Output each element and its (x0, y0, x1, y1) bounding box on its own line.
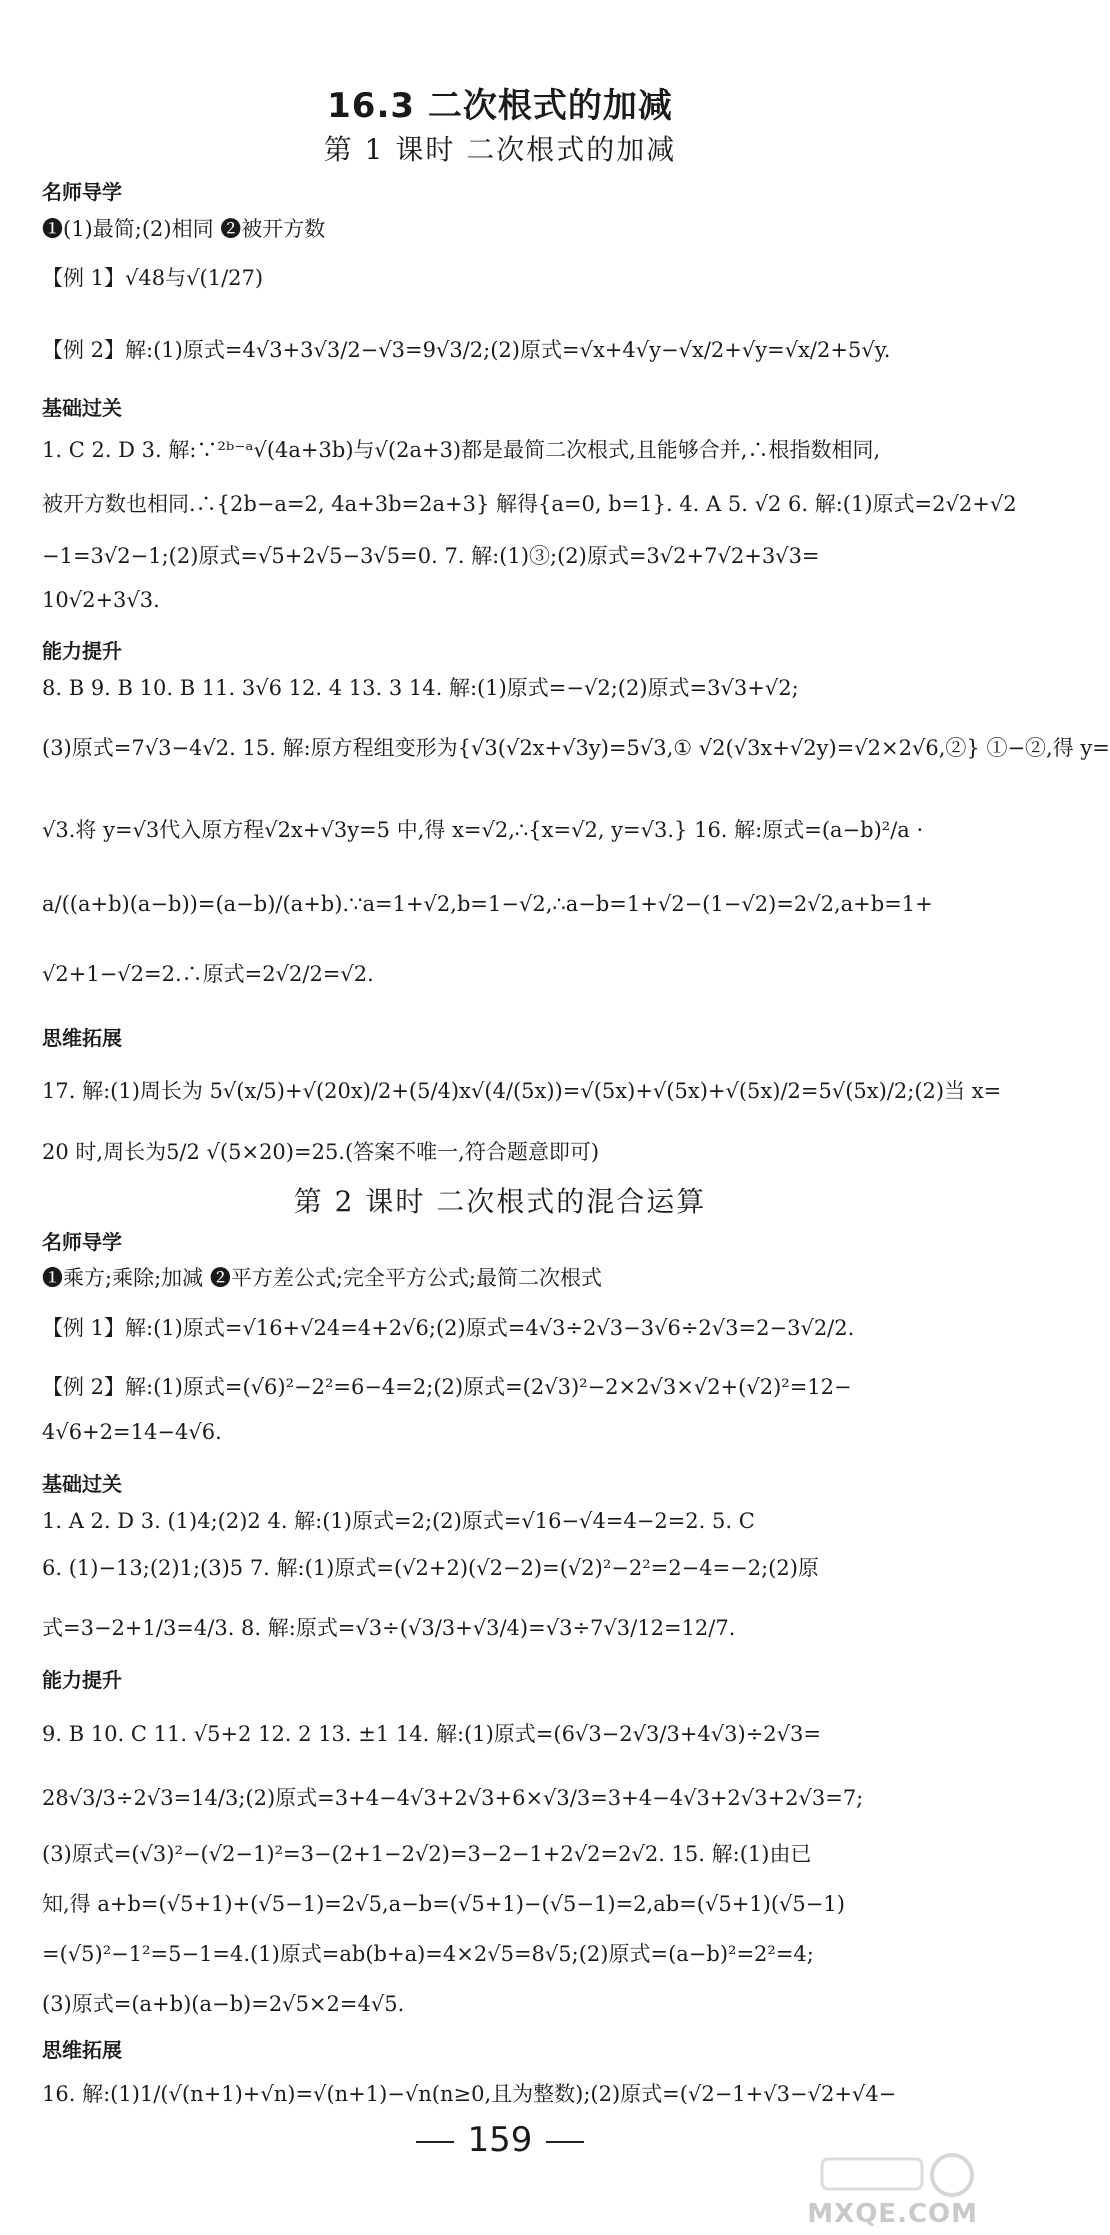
lesson1-guide-heading: 名师导学 (42, 180, 122, 204)
lesson1-line: 被开方数也相同.∴{2b−a=2, 4a+3b=2a+3} 解得{a=0, b=1}. 4. A 5. √2 6. 解:(1)原式=2√2+√2 (42, 492, 1017, 516)
lesson1-basic-heading: 基础过关 (42, 396, 122, 420)
lesson1-line: 17. 解:(1)周长为 5√(x/5)+√(20x)/2+(5/4)x√(4/(5x))=√(5x)+√(5x)+√(5x)/2=5√(5x)/2;(2)当 x= (42, 1079, 1002, 1103)
lesson1-subtitle: 第 1 课时 二次根式的加减 (323, 133, 677, 166)
lesson1-line: 20 时,周长为5/2 √(5×20)=25.(答案不唯一,符合题意即可) (42, 1140, 600, 1164)
lesson1-line: 8. B 9. B 10. B 11. 3√6 12. 4 13. 3 14. 解:(1)原式=−√2;(2)原式=3√3+√2; (42, 676, 799, 700)
lesson2-line: 知,得 a+b=(√5+1)+(√5−1)=2√5,a−b=(√5+1)−(√5−1)=2,ab=(√5+1)(√5−1) (42, 1892, 845, 1916)
lesson2-guide-heading: 名师导学 (42, 1230, 122, 1254)
chapter-title: 16.3 二次根式的加减 (327, 86, 673, 126)
lesson1-line: √2+1−√2=2.∴原式=2√2/2=√2. (42, 962, 374, 986)
lesson1-line: a/((a+b)(a−b))=(a−b)/(a+b).∵a=1+√2,b=1−√2,∴a−b=1+√2−(1−√2)=2√2,a+b=1+ (42, 892, 933, 916)
lesson2-improve-heading: 能力提升 (42, 1668, 122, 1692)
page-number-dash-right (546, 2141, 584, 2143)
lesson2-line: 4√6+2=14−4√6. (42, 1420, 222, 1444)
lesson1-line: 10√2+3√3. (42, 588, 160, 612)
lesson1-line: −1=3√2−1;(2)原式=√5+2√5−3√5=0. 7. 解:(1)③;(2)原式=3√2+7√2+3√3= (42, 544, 820, 568)
lesson1-improve-heading: 能力提升 (42, 639, 122, 663)
page-number-text: 159 (467, 2120, 533, 2160)
lesson1-line: (3)原式=7√3−4√2. 15. 解:原方程组变形为{√3(√2x+√3y)=5√3,① √2(√3x+√2y)=√2×2√6,②} ①−②,得 y= (42, 736, 1110, 760)
lesson2-line: 1. A 2. D 3. (1)4;(2)2 4. 解:(1)原式=2;(2)原式=√16−√4=4−2=2. 5. C (42, 1509, 755, 1533)
lesson2-line: 【例 2】解:(1)原式=(√6)²−2²=6−4=2;(2)原式=(2√3)²−2×2√3×√2+(√2)²=12− (42, 1375, 852, 1399)
lesson2-line: ❶乘方;乘除;加减 ❷平方差公式;完全平方公式;最简二次根式 (42, 1266, 602, 1290)
lesson2-line: 9. B 10. C 11. √5+2 12. 2 13. ±1 14. 解:(1)原式=(6√3−2√3/3+4√3)÷2√3= (42, 1722, 821, 1746)
lesson2-line: =(√5)²−1²=5−1=4.(1)原式=ab(b+a)=4×2√5=8√5;(2)原式=(a−b)²=2²=4; (42, 1942, 814, 1966)
lesson2-line: 【例 1】解:(1)原式=√16+√24=4+2√6;(2)原式=4√3÷2√3−3√6÷2√3=2−3√2/2. (42, 1316, 855, 1340)
lesson2-line: 16. 解:(1)1/(√(n+1)+√n)=√(n+1)−√n(n≥0,且为整数);(2)原式=(√2−1+√3−√2+√4− (42, 2082, 897, 2106)
lesson2-line: 式=3−2+1/3=4/3. 8. 解:原式=√3÷(√3/3+√3/4)=√3÷7√3/12=12/7. (42, 1616, 736, 1640)
page-number-dash-left (416, 2141, 454, 2143)
lesson1-line: 1. C 2. D 3. 解:∵²ᵇ⁻ᵃ√(4a+3b)与√(2a+3)都是最简二次根式,且能够合并,∴根指数相同, (42, 438, 881, 462)
lesson1-line: 【例 2】解:(1)原式=4√3+3√3/2−√3=9√3/2;(2)原式=√x+4√y−√x/2+√y=√x/2+5√y. (42, 338, 891, 362)
lesson1-line: ❶(1)最简;(2)相同 ❷被开方数 (42, 217, 326, 241)
lesson1-line: √3.将 y=√3代入原方程√2x+√3y=5 中,得 x=√2,∴{x=√2, y=√3.} 16. 解:原式=(a−b)²/a · (42, 818, 924, 842)
lesson2-basic-heading: 基础过关 (42, 1472, 122, 1496)
watermark-text: MXQE.COM (807, 2199, 978, 2229)
lesson1-line: 【例 1】√48与√(1/27) (42, 266, 264, 290)
lesson2-extend-heading: 思维拓展 (42, 2038, 122, 2062)
lesson2-line: 28√3/3÷2√3=14/3;(2)原式=3+4−4√3+2√3+6×√3/3=3+4−4√3+2√3+2√3=7; (42, 1786, 864, 1810)
lesson2-line: (3)原式=(a+b)(a−b)=2√5×2=4√5. (42, 1992, 405, 2016)
lesson2-line: 6. (1)−13;(2)1;(3)5 7. 解:(1)原式=(√2+2)(√2−2)=(√2)²−2²=2−4=−2;(2)原 (42, 1556, 819, 1580)
lesson2-line: (3)原式=(√3)²−(√2−1)²=3−(2+1−2√2)=3−2−1+2√2=2√2. 15. 解:(1)由已 (42, 1842, 812, 1866)
lesson2-subtitle: 第 2 课时 二次根式的混合运算 (293, 1185, 707, 1218)
lesson1-extend-heading: 思维拓展 (42, 1026, 122, 1050)
